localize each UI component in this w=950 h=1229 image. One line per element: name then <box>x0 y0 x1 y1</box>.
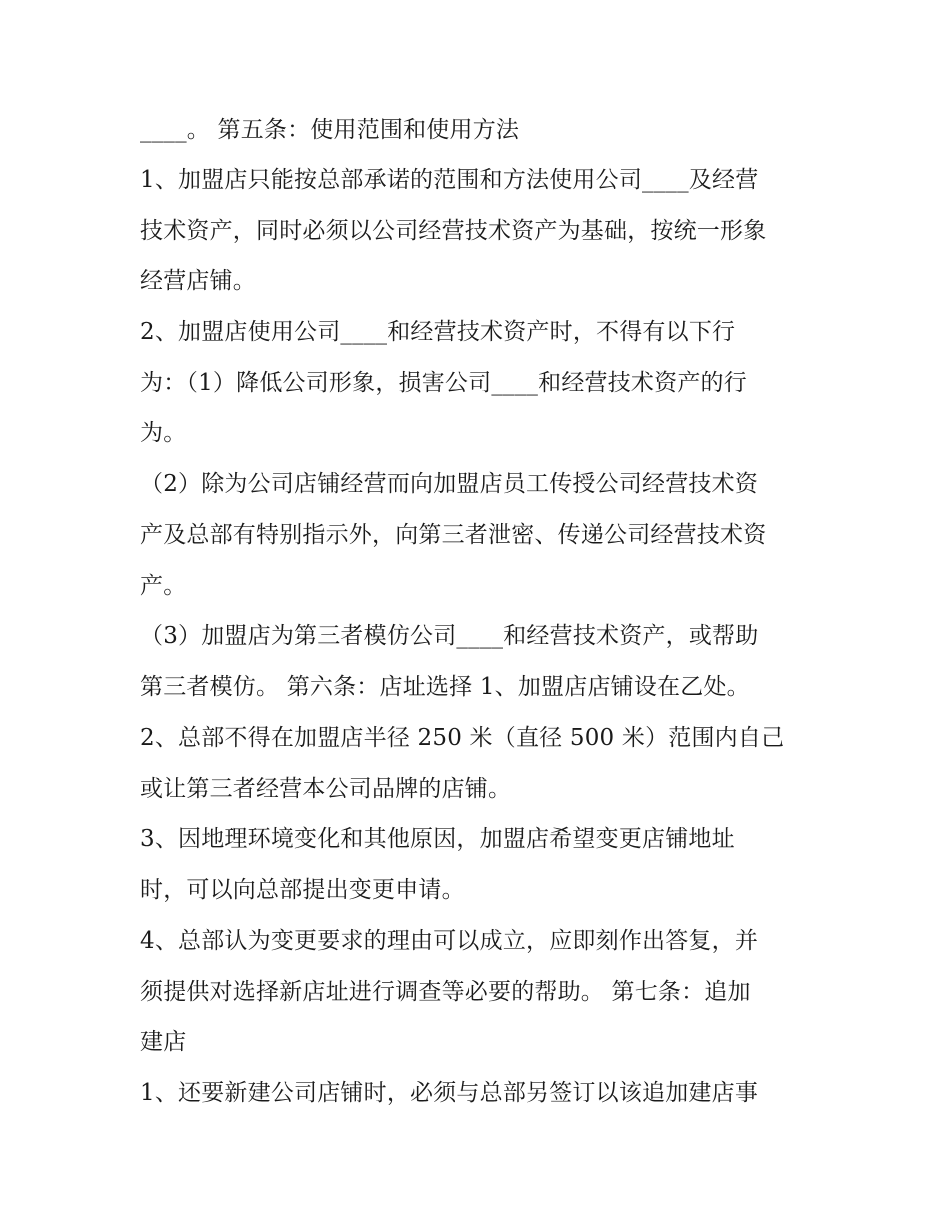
text-line: 或让第三者经营本公司品牌的店铺。 <box>140 776 512 802</box>
text-line: （2）除为公司店铺经营而向加盟店员工传授公司经营技术资 <box>140 471 759 497</box>
text-line: 2、加盟店使用公司____和经营技术资产时，不得有以下行 <box>140 319 736 345</box>
text-line: 技术资产，同时必须以公司经营技术资产为基础，按统一形象 <box>140 218 767 244</box>
text-line: 时，可以向总部提出变更申请。 <box>140 877 465 903</box>
text-line: （3）加盟店为第三者模仿公司____和经营技术资产，或帮助 <box>140 623 759 649</box>
text-line: 2、总部不得在加盟店半径 250 米（直径 500 米）范围内自己 <box>140 725 785 751</box>
text-line: 1、还要新建公司店铺时，必须与总部另签订以该追加建店事 <box>140 1080 759 1106</box>
text-line: ____。 第五条：使用范围和使用方法 <box>140 117 520 143</box>
text-line: 建店 <box>140 1029 187 1055</box>
text-line: 3、因地理环境变化和其他原因，加盟店希望变更店铺地址 <box>140 826 735 852</box>
text-line: 产。 <box>140 573 187 599</box>
text-line: 为：（1）降低公司形象，损害公司____和经营技术资产的行 <box>140 370 747 396</box>
text-line: 4、总部认为变更要求的理由可以成立，应即刻作出答复，并 <box>140 928 759 954</box>
text-line: 经营店铺。 <box>140 268 256 294</box>
text-line: 为。 <box>140 420 187 446</box>
text-line: 第三者模仿。 第六条：店址选择 1、加盟店店铺设在乙处。 <box>140 674 750 700</box>
text-line: 产及总部有特别指示外，向第三者泄密、传递公司经营技术资 <box>140 522 767 548</box>
text-line: 1、加盟店只能按总部承诺的范围和方法使用公司____及经营 <box>140 167 759 193</box>
text-line: 须提供对选择新店址进行调查等必要的帮助。 第七条：追加 <box>140 979 751 1005</box>
